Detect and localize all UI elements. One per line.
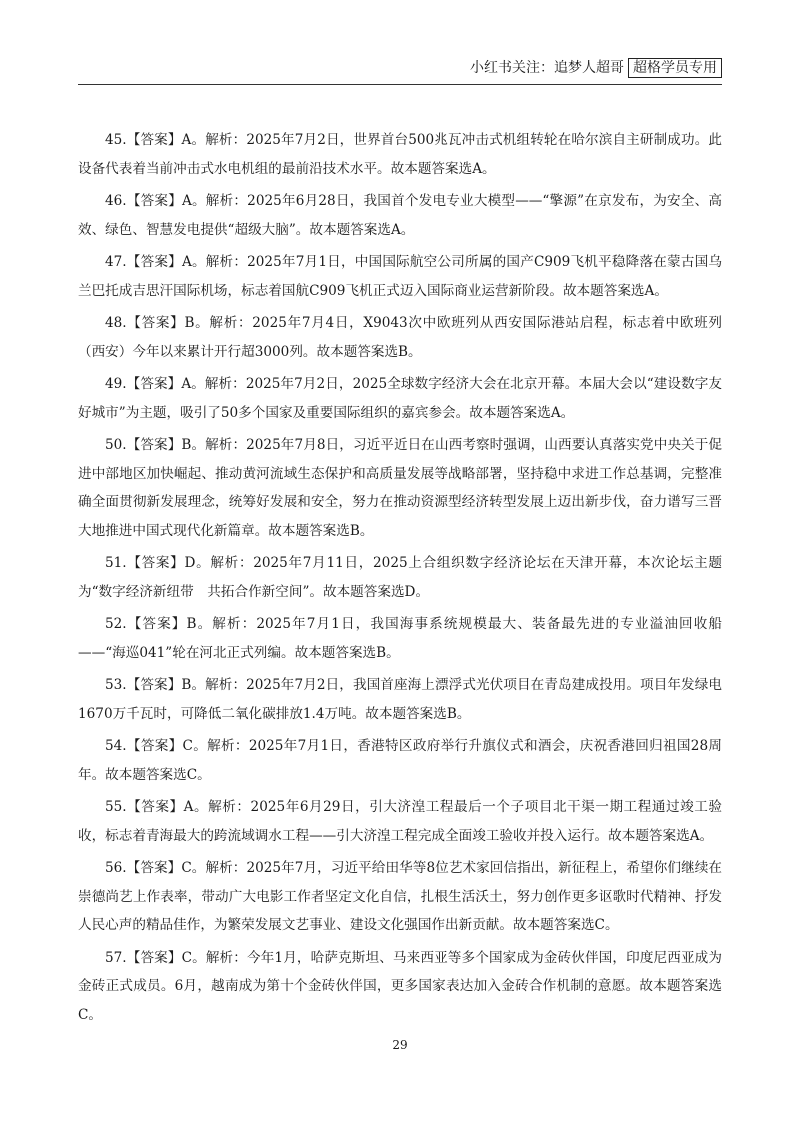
answer-entry-49: 49.【答案】A。解析：2025年7月2日，2025全球数字经济大会在北京开幕。本届大会以“建设数字友好城市”为主题，吸引了50多个国家及重要国际组织的嘉宾参会。故本题答案选A。 [78, 376, 722, 421]
page-number: 29 [392, 1038, 408, 1052]
answer-entry-45: 45.【答案】A。解析：2025年7月2日，世界首台500兆瓦冲击式机组转轮在哈尔滨自主研制成功。此设备代表着当前冲击式水电机组的最前沿技术水平。故本题答案选A。 [78, 132, 722, 177]
answer-entry-55: 55.【答案】A。解析：2025年6月29日，引大济湟工程最后一个子项目北干渠一期工程通过竣工验收，标志着青海最大的跨流域调水工程——引大济湟工程完成全面竣工验收并投入运行。故本题答案选A。 [78, 799, 722, 844]
header-divider [78, 84, 722, 85]
answer-entry-51: 51.【答案】D。解析：2025年7月11日，2025上合组织数字经济论坛在天津开幕，本次论坛主题为“数字经济新纽带 共拓合作新空间”。故本题答案选D。 [78, 555, 722, 600]
answer-entry-54: 54.【答案】C。解析：2025年7月1日，香港特区政府举行升旗仪式和酒会，庆祝香港回归祖国28周年。故本题答案选C。 [78, 738, 722, 783]
answer-entry-47: 47.【答案】A。解析：2025年7月1日，中国国际航空公司所属的国产C909飞机平稳降落在蒙古国乌兰巴托成吉思汗国际机场，标志着国航C909飞机正式迈入国际商业运营新阶段。故本题答案选A。 [78, 254, 722, 299]
answer-entry-52: 52.【答案】B。解析：2025年7月1日，我国海事系统规模最大、装备最先进的专业溢油回收船——“海巡041”轮在河北正式列编。故本题答案选B。 [78, 616, 722, 661]
answer-entry-46: 46.【答案】A。解析：2025年6月28日，我国首个发电专业大模型——“擎源”在京发布，为安全、高效、绿色、智慧发电提供“超级大脑”。故本题答案选A。 [78, 193, 722, 238]
page-header [470, 58, 722, 78]
answer-entry-56: 56.【答案】C。解析：2025年7月，习近平给田华等8位艺术家回信指出，新征程上，希望你们继续在崇德尚艺上作表率，带动广大电影工作者坚定文化自信，扎根生活沃土，努力创作更多讴歌时代精神、抒发人民心声的精品佳作，为繁荣发展文艺事业、建设文化强国作出新贡献。故本题答案选C。 [78, 860, 722, 933]
answer-entry-48: 48.【答案】B。解析：2025年7月4日，X9043次中欧班列从西安国际港站启程，标志着中欧班列（西安）今年以来累计开行超3000列。故本题答案选B。 [78, 315, 722, 360]
header-badge: 超格学员专用 [628, 58, 722, 78]
answer-entry-53: 53.【答案】B。解析：2025年7月2日，我国首座海上漂浮式光伏项目在青岛建成投用。项目年发绿电1670万千瓦时，可降低二氧化碳排放1.4万吨。故本题答案选B。 [78, 677, 722, 722]
answer-list [78, 126, 722, 1033]
answer-entry-57: 57.【答案】C。解析：今年1月，哈萨克斯坦、马来西亚等多个国家成为金砖伙伴国，印度尼西亚成为金砖正式成员。6月，越南成为第十个金砖伙伴国，更多国家表达加入金砖合作机制的意愿。故本题答案选C。 [78, 949, 722, 1023]
header-follow-text: 小红书关注：追梦人超哥 [470, 60, 624, 76]
answer-entry-50: 50.【答案】B。解析：2025年7月8日，习近平近日在山西考察时强调，山西要认真落实党中央关于促进中部地区加快崛起、推动黄河流域生态保护和高质量发展等战略部署，坚持稳中求进工作总基调，完整准确全面贯彻新发展理念，统筹好发展和安全，努力在推动资源型经济转型发展上迈出新步伐，奋力谱写三晋大地推进中国式现代化新篇章。故本题答案选B。 [78, 437, 722, 539]
